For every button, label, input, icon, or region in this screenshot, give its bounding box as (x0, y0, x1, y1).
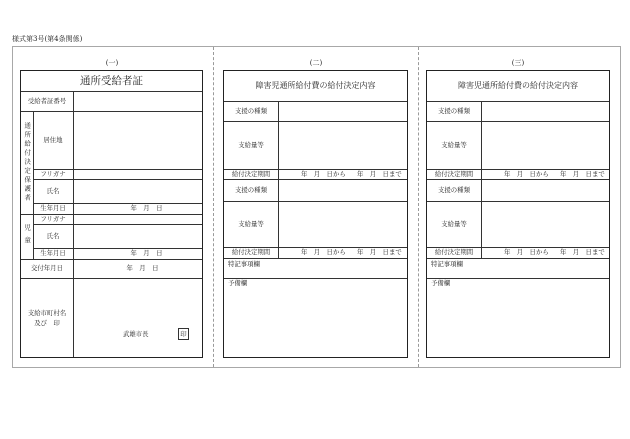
mayor-name: 武雄市長 (123, 330, 149, 338)
period-from: 年 月 日から (504, 170, 549, 178)
period-from: 年 月 日から (301, 248, 346, 256)
period-label: 給付決定期間 (434, 169, 474, 178)
special-notes-label: 特記事項欄 (431, 260, 463, 268)
child-group-label (21, 214, 33, 259)
reserve-label: 予備欄 (431, 279, 451, 287)
panel-header-2: (二) (309, 59, 323, 67)
reserve-label: 予備欄 (228, 279, 248, 287)
decision-title: 障害児通所給付費の給付決定内容 (255, 81, 376, 90)
guardian-birth-label: 生年月日 (40, 204, 66, 213)
decision-panel-1 (223, 70, 408, 358)
child-birth-label: 生年月日 (40, 249, 66, 258)
period-label: 給付決定期間 (231, 248, 271, 257)
period-to: 年 月 日まで (357, 248, 402, 256)
municipality-label-line-2: 及び 印 (34, 318, 60, 327)
period-label: 給付決定期間 (434, 248, 474, 257)
special-notes-label: 特記事項欄 (228, 260, 260, 268)
period-label: 給付決定期間 (231, 169, 271, 178)
amount-label: 支給量等 (238, 219, 264, 228)
column-divider (73, 91, 74, 357)
certificate-title: 通所受給者証 (80, 74, 143, 87)
row-divider (427, 278, 609, 279)
amount-label: 支給量等 (441, 219, 467, 228)
issue-date-value: 年 月 日 (126, 264, 159, 273)
period-to: 年 月 日まで (560, 248, 605, 256)
child-birth-value: 年 月 日 (130, 249, 163, 258)
seal-box: 印 (178, 328, 189, 340)
guardian-address-label: 居住地 (43, 135, 63, 144)
support-type-label: 支援の種類 (235, 106, 267, 115)
amount-label: 支給量等 (238, 140, 264, 149)
period-to: 年 月 日まで (357, 170, 402, 178)
guardian-group-text: 通所給付決定保護者 (23, 122, 32, 203)
issue-date-label: 交付年月日 (31, 264, 63, 273)
amount-label: 支給量等 (441, 140, 467, 149)
period-to: 年 月 日まで (560, 170, 605, 178)
child-group-text: 児童 (23, 224, 32, 249)
row-divider (224, 278, 407, 279)
guardian-name-label: 氏名 (46, 186, 60, 195)
panel-divider-1 (213, 47, 214, 367)
support-type-label: 支援の種類 (438, 106, 470, 115)
municipality-label-line-1: 支給市町村名 (27, 308, 67, 317)
period-from: 年 月 日から (301, 170, 346, 178)
panel-divider-2 (418, 47, 419, 367)
child-name-label: 氏名 (46, 231, 60, 240)
child-furigana-label: フリガナ (40, 214, 66, 223)
panel-header-3: (三) (511, 59, 525, 67)
panel-header-1: (一) (105, 59, 119, 67)
guardian-furigana-label: フリガナ (40, 169, 66, 178)
decision-title: 障害児通所給付費の給付決定内容 (458, 81, 578, 90)
recipient-number-label: 受給者証番号 (27, 96, 67, 105)
form-number: 様式第3号(第4条関係) (12, 35, 83, 43)
support-type-label: 支援の種類 (438, 185, 470, 194)
period-from: 年 月 日から (504, 248, 549, 256)
decision-panel-2 (426, 70, 610, 358)
support-type-label: 支援の種類 (235, 185, 267, 194)
row-divider (224, 258, 407, 259)
guardian-group-label (21, 111, 33, 214)
row-divider (427, 258, 609, 259)
municipality-label (21, 278, 73, 357)
column-divider (278, 101, 279, 258)
certificate-panel (20, 70, 203, 358)
column-divider (481, 101, 482, 258)
guardian-birth-value: 年 月 日 (130, 204, 163, 213)
